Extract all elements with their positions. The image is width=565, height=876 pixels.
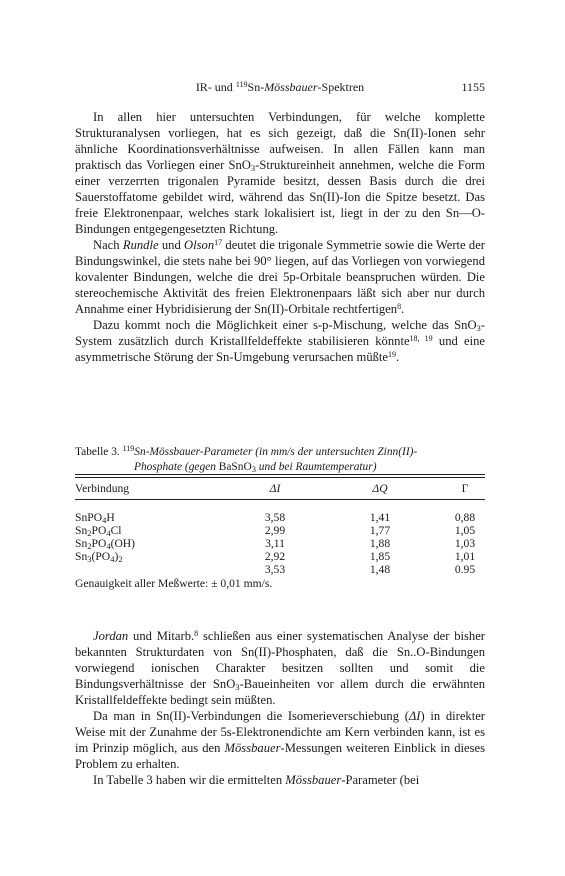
p3-text-d: . — [396, 350, 400, 364]
paragraph-3 — [75, 317, 485, 365]
ref-19: 19 — [388, 350, 397, 359]
p4-text-c: -Baueinheiten vor allem durch die erwähnten Kristallfeldeffekte bedingt sein müßten. — [75, 677, 485, 707]
table-row — [75, 537, 485, 550]
paragraph-5 — [75, 708, 485, 772]
page-number: 1155 — [461, 80, 485, 94]
p1-subscript: 3 — [250, 163, 256, 173]
col-header-isomer-shift: ΔI — [269, 482, 281, 495]
p3-text-a: Dazu kommt noch die Möglichkeit einer s-p-Mischung, welche das SnO — [93, 318, 477, 332]
quadrupole-cell: 1,41 — [369, 511, 391, 524]
table-row — [75, 550, 485, 563]
table-body — [75, 500, 485, 576]
p6-mossbauer: Mössbauer — [285, 773, 342, 787]
col-header-linewidth: Γ — [461, 482, 469, 495]
paragraph-4 — [75, 628, 485, 708]
title-isotope-mass: 119 — [235, 80, 248, 89]
p2-text-b: und — [158, 238, 185, 252]
body-text-bottom — [75, 628, 485, 788]
p4-text-b: schließen aus einer systematischen Analyse der bisher bekannten Strukturdaten von Sn(II)-Phosphaten, daß die Sn..O-Bindungen vorwiegend ionischen Charakter besitzen sollten und somit die Bindungsverhältnisse der SnO — [75, 629, 485, 691]
quadrupole-cell: 1,77 — [369, 524, 391, 537]
p3-text-c: und eine asymmetrische Störung der Sn-Umgebung verursachen müßte — [75, 334, 486, 364]
author-olson: Olson — [184, 238, 215, 252]
compound-cell: $Sn_2PO_4(OH)$ — [75, 537, 136, 551]
caption-line-2a: Phosphate (gegen — [134, 461, 219, 473]
p2-text-a: Nach — [93, 238, 123, 252]
table-row — [75, 563, 485, 576]
linewidth-cell: 1,03 — [454, 537, 476, 550]
p5-mossbauer: Mössbauer — [224, 741, 281, 755]
p6-text-a: In Tabelle 3 haben wir die ermittelten — [93, 773, 286, 787]
running-title — [75, 80, 485, 95]
paragraph-6 — [75, 772, 485, 788]
isomer-shift-cell: 2,92 — [264, 550, 286, 563]
body-text-top — [75, 109, 485, 365]
p1-text: In allen hier untersuchten Verbindungen, für welche komplette Strukturanalysen vorliegen, hat es sich gezeigt, daß die Sn(II)-Ionen sehr ähnliche Koordinationsverhältnisse aufweisen. In allen Fällen kann man praktisch das Vorliegen einer SnO — [75, 110, 485, 172]
quadrupole-cell: 1,88 — [369, 537, 391, 550]
author-rundle: Rundle — [122, 238, 159, 252]
title-prefix: IR- und — [195, 80, 236, 94]
quadrupole-cell: 1,85 — [369, 550, 391, 563]
p3-text-b: -System zusätzlich durch Kristallfeldeffekte stabilisieren könnte — [75, 318, 485, 348]
p6-text-b: -Parameter (bei — [341, 773, 420, 787]
col-header-compound: Verbindung — [75, 482, 130, 495]
compound-cell: $Sn_2PO_4Cl$ — [75, 524, 122, 538]
linewidth-cell: 1,05 — [454, 524, 476, 537]
p5-text-b: ) in direkter Weise mit der Zunahme der 5s-Elektronendichte am Kern verbinden kann, ist es im Prinzip möglich, aus den — [75, 709, 485, 755]
title-italic: Mössbauer — [264, 80, 318, 94]
table-row — [75, 511, 485, 524]
p2-text-d: . — [401, 302, 405, 316]
p5-text-c: -Messungen weiteren Einblick in dieses Problem zu erhalten. — [75, 741, 486, 771]
isomer-shift-cell: 2,99 — [264, 524, 286, 537]
linewidth-cell: 1,01 — [454, 550, 476, 563]
isomer-shift-cell: 3,58 — [264, 511, 286, 524]
table-caption — [75, 445, 485, 475]
caption-reference-compound: BaSnO — [218, 461, 252, 473]
compound-cell: $Sn_3(PO_4)_2$ — [75, 550, 123, 564]
caption-isotope-mass: 119 — [122, 444, 135, 453]
p3-subscript: 3 — [476, 323, 481, 333]
p5-text-a: Da man in Sn(II)-Verbindungen die Isomerieverschiebung ( — [93, 709, 409, 723]
ref-18-19: 18, 19 — [409, 334, 433, 343]
p4-subscript: 3 — [235, 682, 240, 692]
ref-8b: 8 — [194, 629, 199, 638]
p1-text-rest: -Struktureinheit annehmen, welche die Form einer verzerrten trigonalen Pyramide besitzt, dessen Basis durch die drei Sauerstoffatome gebildet wird, während das Sn(II)-Ion die Spitze besetzt. Das freie Elektronenpaar, welches stark lokalisiert ist, liegt in der zu den Sn—O-Bindungen entgegengesetzten Richtung. — [75, 158, 485, 236]
title-element: Sn- — [247, 80, 265, 94]
p2-text-c: deutet die trigonale Symmetrie sowie die Werte der Bindungswinkel, die stets nahe bei 90° liegen, auf das Vorliegen von vorwiegend kovalenter Bindungen, welche die drei 5p-Orbitale beanspruchen würden. Die stereochemische Aktivität des freien Elektronenpaars läßt sich aber nur durch Annahme einer Hybridisierung der Sn(II)-Orbitale rechtfertigen — [75, 238, 485, 316]
caption-line-2b: und bei Raumtemperatur) — [255, 461, 377, 473]
p5-delta-i: ΔI — [408, 709, 421, 723]
table-note: Genauigkeit aller Meßwerte: ± 0,01 mm/s. — [75, 577, 273, 590]
caption-subscript: 3 — [251, 464, 256, 474]
title-suffix: -Spektren — [317, 80, 365, 94]
isomer-shift-cell: 3,53 — [264, 563, 286, 576]
table-header-row — [75, 478, 485, 499]
ref-17: 17 — [214, 238, 223, 247]
caption-label: Tabelle 3. — [75, 446, 123, 458]
linewidth-cell: 0,88 — [454, 511, 476, 524]
author-jordan: Jordan — [93, 629, 129, 643]
ref-8: 8 — [397, 302, 402, 311]
mossbauer-table — [75, 474, 485, 590]
p4-text-a: und Mitarb. — [128, 629, 195, 643]
col-header-quadrupole: ΔQ — [372, 482, 388, 495]
quadrupole-cell: 1,48 — [369, 563, 391, 576]
paragraph-2 — [75, 237, 485, 317]
table-row — [75, 524, 485, 537]
compound-cell: SnPO$_4$H — [75, 511, 115, 525]
paragraph-1 — [75, 109, 485, 237]
caption-line-1: Sn-Mössbauer-Parameter (in mm/s der untersuchten Zinn(II)- — [134, 446, 418, 458]
isomer-shift-cell: 3,11 — [265, 537, 285, 550]
linewidth-cell: 0.95 — [454, 563, 476, 576]
